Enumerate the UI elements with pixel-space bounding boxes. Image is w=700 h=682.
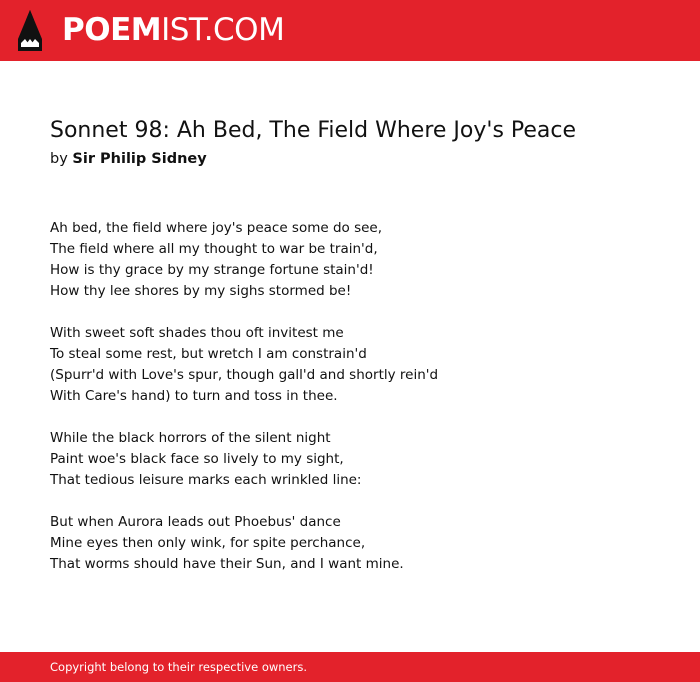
copyright-text: Copyright belong to their respective owners. [50, 660, 308, 674]
poem-line: While the black horrors of the silent night [50, 430, 331, 446]
pencil-icon[interactable] [17, 9, 43, 52]
poem-line: How is thy grace by my strange fortune stain'd! [50, 262, 374, 278]
poem-line: With Care's hand) to turn and toss in thee. [50, 388, 338, 404]
poem-line: That worms should have their Sun, and I want mine. [50, 556, 404, 572]
site-logo[interactable] [62, 11, 284, 49]
by-label: by [50, 151, 68, 167]
stanza [50, 218, 650, 302]
site-footer [0, 652, 700, 682]
logo-bold-text: POEM [62, 12, 162, 48]
poem-line: But when Aurora leads out Phoebus' dance [50, 514, 341, 530]
stanza [50, 428, 650, 491]
stanza [50, 512, 650, 575]
byline [50, 149, 207, 169]
logo-light-text: IST.COM [161, 12, 285, 48]
poem-line: Mine eyes then only wink, for spite perchance, [50, 535, 366, 551]
poem-line: Ah bed, the field where joy's peace some do see, [50, 220, 383, 236]
site-header [0, 0, 700, 61]
poem-line: (Spurr'd with Love's spur, though gall'd and shortly rein'd [50, 367, 439, 383]
author-link[interactable]: Sir Philip Sidney [72, 151, 207, 167]
poem-title: Sonnet 98: Ah Bed, The Field Where Joy's Peace [50, 118, 577, 143]
poem-line: With sweet soft shades thou oft invitest me [50, 325, 344, 341]
poem-line: The field where all my thought to war be train'd, [50, 241, 378, 257]
poem-body [50, 218, 650, 596]
stanza [50, 323, 650, 407]
poem-line: That tedious leisure marks each wrinkled line: [50, 472, 362, 488]
poem-line: How thy lee shores by my sighs stormed be! [50, 283, 352, 299]
poem-line: To steal some rest, but wretch I am constrain'd [50, 346, 367, 362]
poem-line: Paint woe's black face so lively to my sight, [50, 451, 344, 467]
